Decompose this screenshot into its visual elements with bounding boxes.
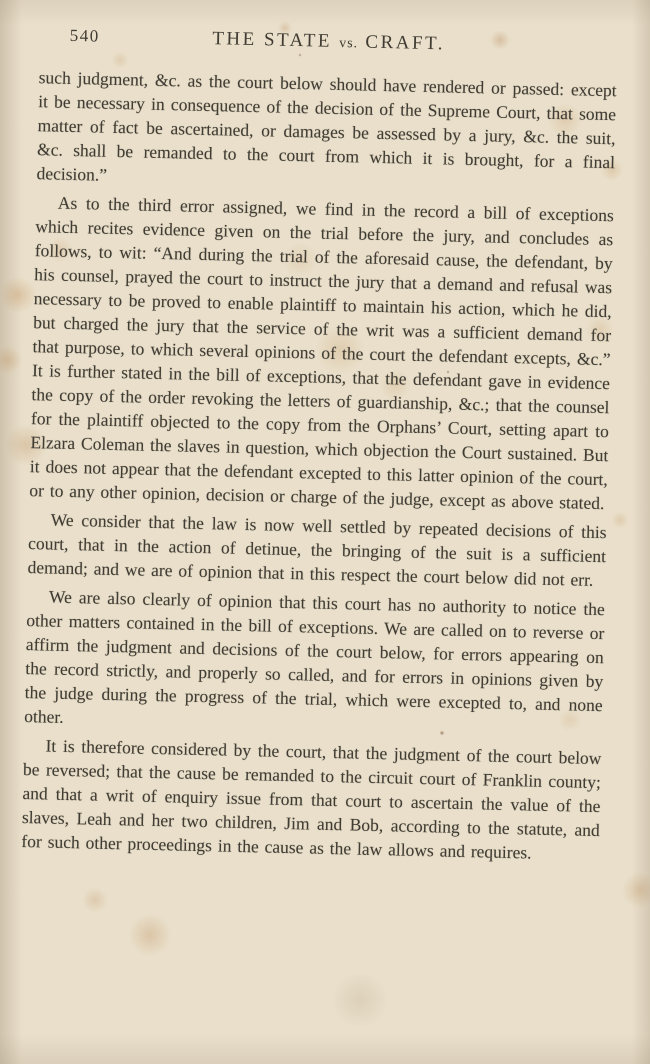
paragraph: We consider that the law is now well settled by repeated decisions of this court, that in the action of detinue, the bringing of the suit is a sufficient demand; and we are of opinion that in this respect the court below did not err. — [27, 509, 607, 590]
paragraph: It is therefore considered by the court, that the judgment of the court below be reversed; that the cause be remanded to the circuit court of Franklin county; and that a writ of enquiry issue from that court to ascertain the value of the slaves, Leah and her two children, Jim and Bob, according to the statute, and for such other proceedings in the cause as the law allows and requires. — [21, 735, 602, 863]
paragraph-continuation: such judgment, &c. as the court below should have rendered or passed: except it be necessary in consequence of the decision of the Supreme Court, that some matter of fact be ascertained, or damages be assessed by a jury, &c. the suit, &c. shall be remanded to the court from which it is brought, for a final decision.” — [36, 67, 617, 185]
paragraph: As to the third error assigned, we find in the record a bill of exceptions which recites evidence given on the trial before the jury, and concludes as follows, to wit: “And during the trial of the aforesaid cause, the defendant, by his counsel, prayed the court to instruct the jury that a demand and refusal was necessary to be proved to enable plaintiff to maintain his action, which he did, but charged the jury that the service of the writ was a sufficient demand for that purpose, to which several opinions of the court the defendant excepts, &c.” It is further stated in the bill of exceptions, that the defendant gave in evidence the copy of the order revoking the letters of guardianship, &c.; that the counsel for the plaintiff objected to the copy from the Orphans’ Court, setting apart to Elzara Coleman the slaves in question, which objection the Court sustained. But it does not appear that the defendant excepted to this latter opinion of the court, or to any other opinion, decision or charge of the judge, except as above stated. — [29, 192, 615, 514]
body-text — [21, 65, 617, 866]
page-content — [21, 19, 618, 871]
page-number: 540 — [69, 25, 100, 46]
running-title — [39, 19, 617, 59]
paragraph: We are also clearly of opinion that this court has no authority to notice the other matters contained in the bill of exceptions. We are called on to reverse or affirm the judgment and decisions of the court below, for errors appearing on the record strictly, and properly so called, and for errors in opinions given by the judge during the progress of the trial, which were excepted to, and none other. — [24, 586, 606, 727]
running-title-case-left: THE STATE — [212, 28, 333, 52]
running-title-vs: vs. — [338, 35, 359, 52]
running-title-case-right: CRAFT. — [365, 31, 446, 55]
